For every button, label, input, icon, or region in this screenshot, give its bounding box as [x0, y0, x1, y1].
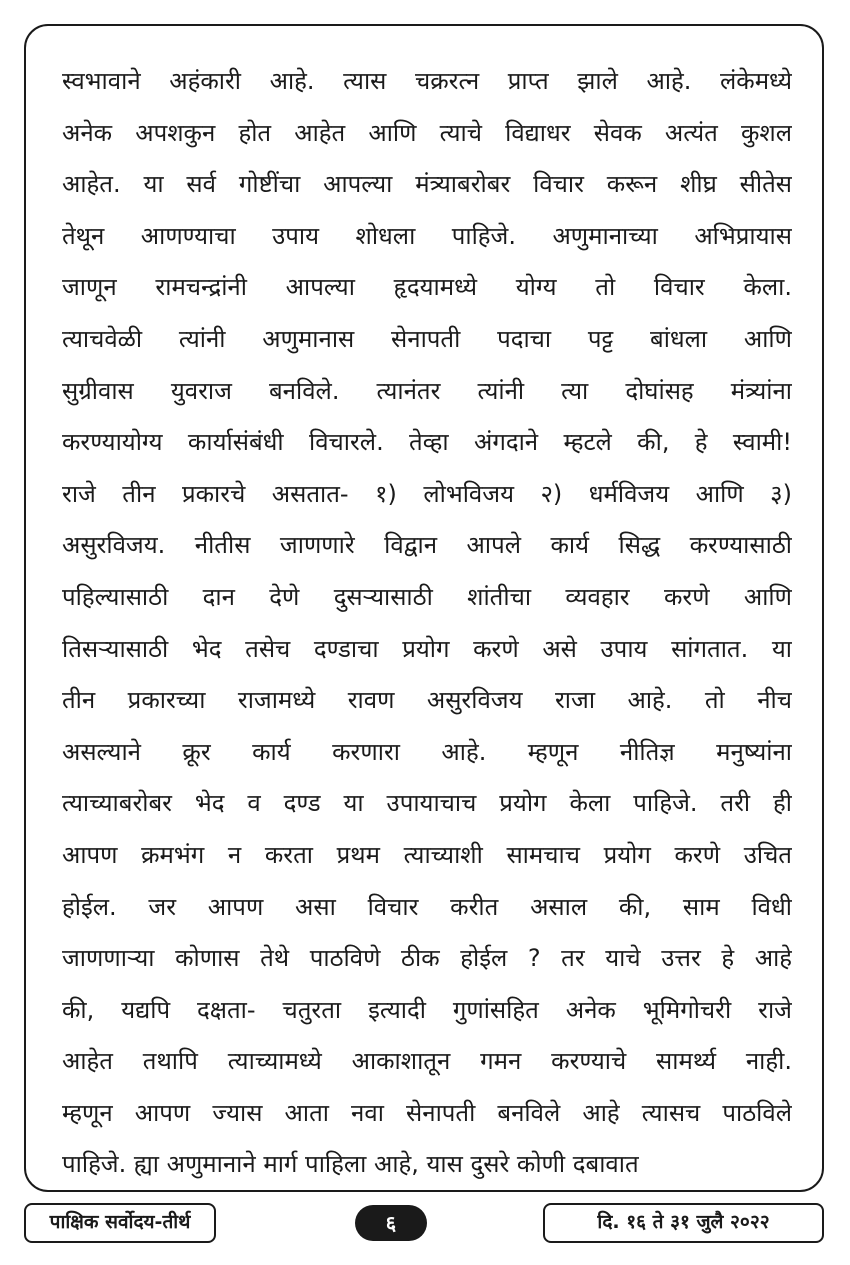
text-line: आहेत. या सर्व गोष्टींचा आपल्या मंत्र्याबरोबर विचार करून शीघ्र सीतेस: [62, 170, 792, 199]
text-line: असल्याने क्रूर कार्य करणारा आहे. म्हणून नीतिज्ञ मनुष्यांना: [62, 737, 792, 766]
text-line: आहेत तथापि त्याच्यामध्ये आकाशातून गमन करण्याचे सामर्थ्य नाही.: [62, 1047, 792, 1076]
text-line: असुरविजय. नीतीस जाणणारे विद्वान आपले कार्य सिद्ध करण्यासाठी: [62, 531, 792, 560]
text-line: जाणून रामचन्द्रांनी आपल्या हृदयामध्ये योग्य तो विचार केला.: [62, 273, 792, 302]
text-line: होईल. जर आपण असा विचार करीत असाल की, साम विधी: [62, 892, 792, 921]
text-line: म्हणून आपण ज्यास आता नवा सेनापती बनविले आहे त्यासच पाठविले: [62, 1098, 792, 1127]
text-line: जाणणाऱ्या कोणास तेथे पाठविणे ठीक होईल ? तर याचे उत्तर हे आहे: [62, 944, 792, 973]
text-line: राजे तीन प्रकारचे असतात- १) लोभविजय २) धर्मविजय आणि ३): [62, 479, 792, 508]
footer: [24, 1203, 824, 1243]
publication-name: पाक्षिक सर्वोदय-तीर्थ: [24, 1203, 216, 1243]
text-line: त्याच्याबरोबर भेद व दण्ड या उपायाचाच प्रयोग केला पाहिजे. तरी ही: [62, 789, 792, 818]
text-line: आपण क्रमभंग न करता प्रथम त्याच्याशी सामचाच प्रयोग करणे उचित: [62, 840, 792, 869]
text-line: करण्यायोग्य कार्यासंबंधी विचारले. तेव्हा अंगदाने म्हटले की, हे स्वामी!: [62, 428, 792, 457]
text-line: की, यद्यपि दक्षता- चतुरता इत्यादी गुणांसहित अनेक भूमिगोचरी राजे: [62, 995, 792, 1024]
text-line: त्याचवेळी त्यांनी अणुमानास सेनापती पदाचा पट्ट बांधला आणि: [62, 324, 792, 353]
text-line: अनेक अपशकुन होत आहेत आणि त्याचे विद्याधर सेवक अत्यंत कुशल: [62, 118, 792, 147]
text-line: तिसऱ्यासाठी भेद तसेच दण्डाचा प्रयोग करणे असे उपाय सांगतात. या: [62, 634, 792, 663]
page-frame: [24, 24, 824, 1192]
text-line: तेथून आणण्याचा उपाय शोधला पाहिजे. अणुमानाच्या अभिप्रायास: [62, 221, 792, 250]
body-text: [62, 56, 792, 1191]
issue-date: दि. १६ ते ३१ जुलै २०२२: [543, 1203, 824, 1243]
text-line: पहिल्यासाठी दान देणे दुसऱ्यासाठी शांतीचा व्यवहार करणे आणि: [62, 582, 792, 611]
text-line: पाहिजे. ह्या अणुमानाने मार्ग पाहिला आहे, यास दुसरे कोणी दबावात: [62, 1150, 639, 1179]
text-line: स्वभावाने अहंकारी आहे. त्यास चक्ररत्न प्राप्त झाले आहे. लंकेमध्ये: [62, 67, 792, 95]
page-number: ६: [355, 1205, 427, 1241]
text-line: तीन प्रकारच्या राजामध्ये रावण असुरविजय राजा आहे. तो नीच: [62, 686, 792, 715]
text-line: सुग्रीवास युवराज बनविले. त्यानंतर त्यांनी त्या दोघांसह मंत्र्यांना: [62, 376, 792, 405]
